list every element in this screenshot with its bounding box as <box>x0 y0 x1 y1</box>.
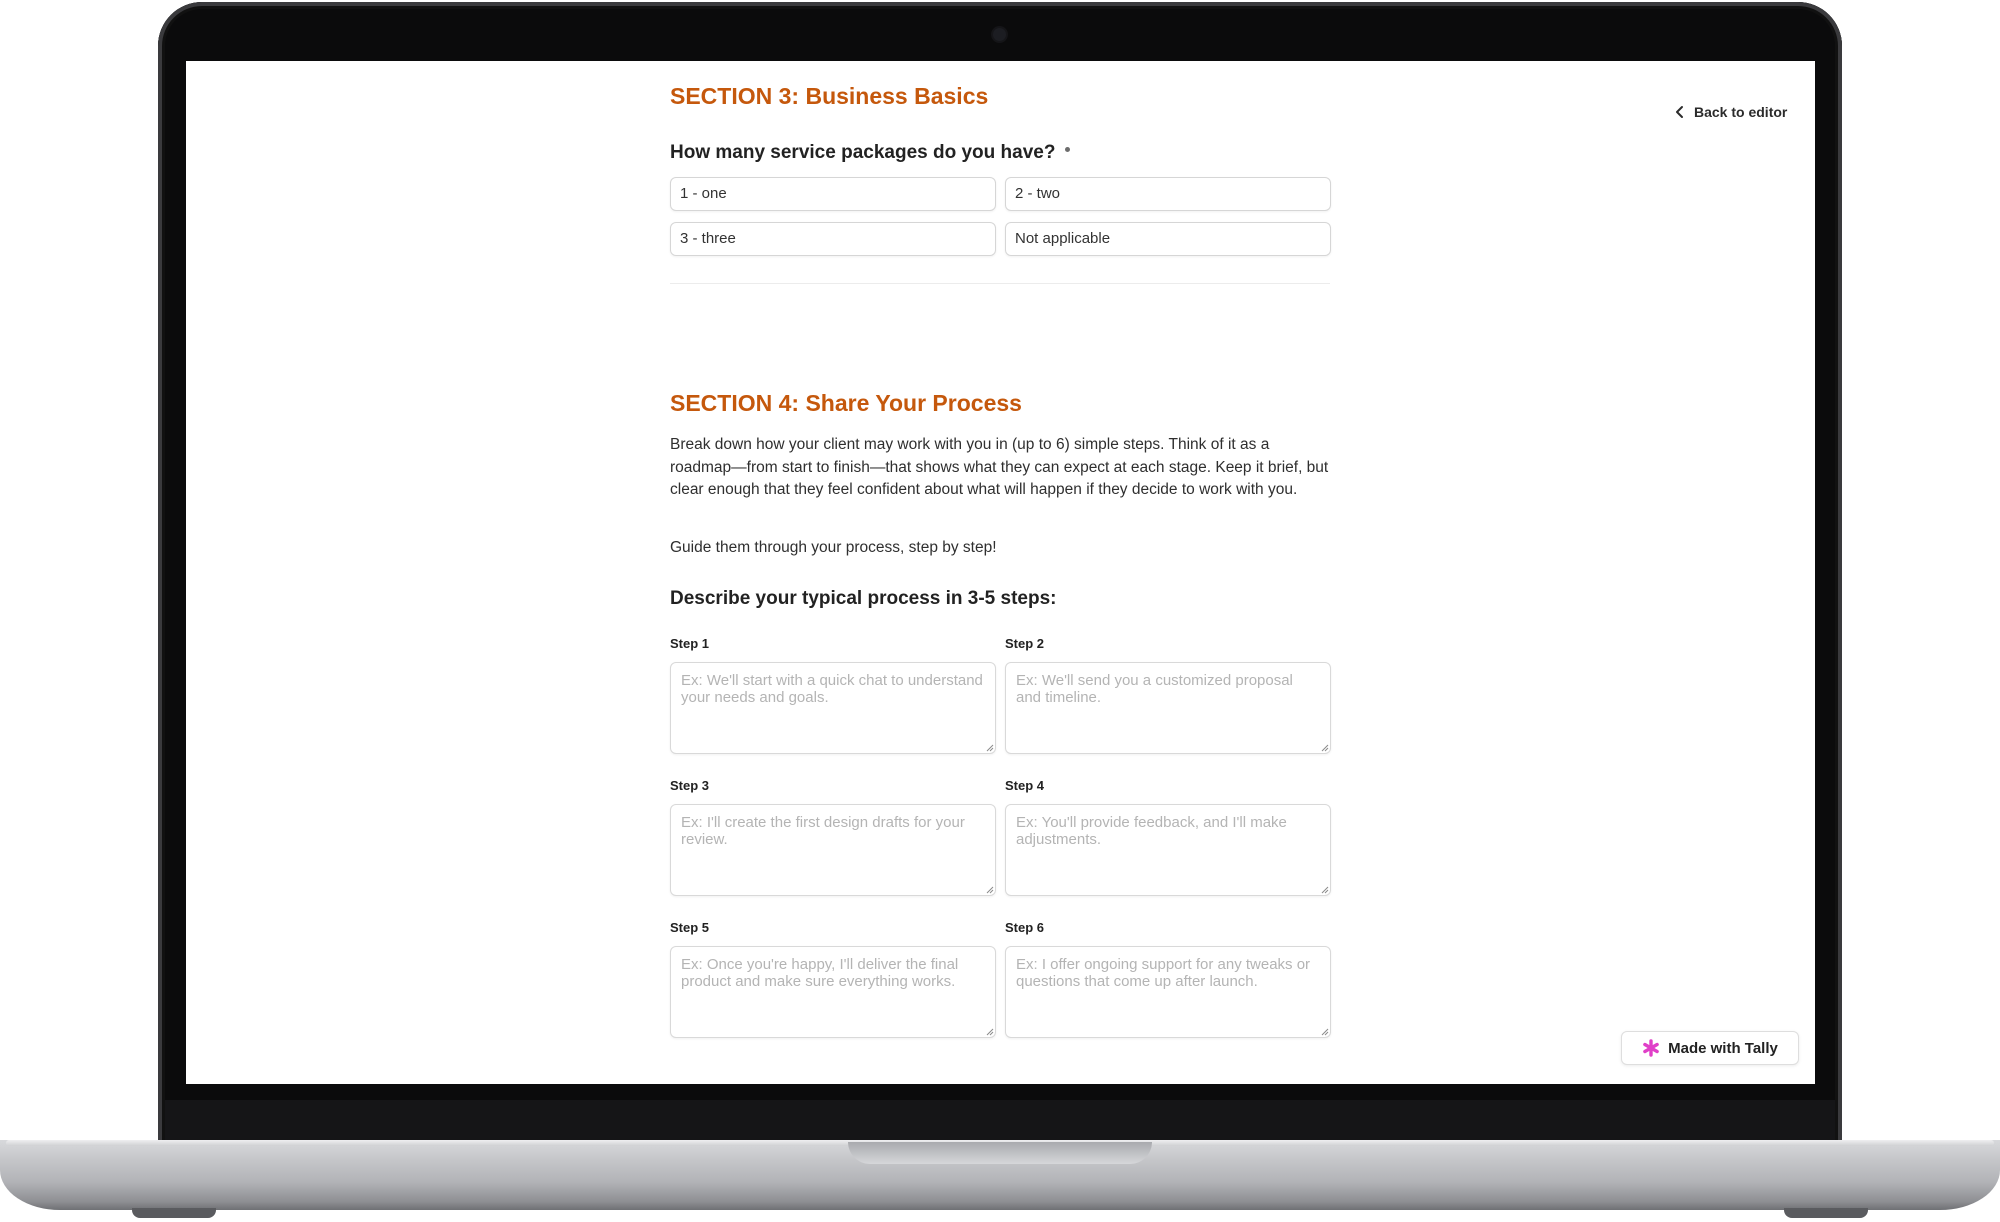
back-to-editor-link[interactable] <box>1674 104 1787 120</box>
section-3-title: SECTION 3: Business Basics <box>670 83 989 109</box>
laptop-foot-right <box>1784 1208 1868 1218</box>
made-with-tally-badge[interactable] <box>1621 1031 1799 1065</box>
back-to-editor-label: Back to editor <box>1694 104 1788 120</box>
required-indicator-icon <box>1065 147 1070 152</box>
packages-question-text: How many service packages do you have? <box>670 142 1056 163</box>
made-with-tally-label: Made with Tally <box>1668 1039 1778 1057</box>
tally-asterisk-icon <box>1642 1039 1660 1057</box>
step-3-input[interactable] <box>670 804 996 896</box>
laptop-chin <box>165 1100 1835 1142</box>
packages-question <box>670 142 1070 164</box>
step-2-input[interactable] <box>1005 662 1331 754</box>
chevron-left-icon <box>1674 105 1686 119</box>
step-3-label: Step 3 <box>670 778 710 793</box>
laptop-foot-left <box>132 1208 216 1218</box>
option-not-applicable[interactable]: Not applicable <box>1005 222 1331 256</box>
step-6-label: Step 6 <box>1005 920 1045 935</box>
step-4-label: Step 4 <box>1005 778 1045 793</box>
option-3-three[interactable]: 3 - three <box>670 222 996 256</box>
camera-icon <box>993 28 1006 41</box>
laptop-opening-notch <box>848 1142 1152 1164</box>
step-5-input[interactable] <box>670 946 996 1038</box>
section-4-guide-text: Guide them through your process, step by step! <box>670 539 997 556</box>
process-question: Describe your typical process in 3-5 steps: <box>670 588 1057 609</box>
option-2-two[interactable]: 2 - two <box>1005 177 1331 211</box>
step-4-input[interactable] <box>1005 804 1331 896</box>
step-5-label: Step 5 <box>670 920 710 935</box>
section-4-description: Break down how your client may work with you in (up to 6) simple steps. Think of it as a roadmap—from start to finish—that shows what they can expect at each stage. Keep it brief, but clear enough that they feel confident about what will happen if they decide to work with you. <box>670 436 1329 498</box>
step-1-input[interactable] <box>670 662 996 754</box>
option-1-one[interactable]: 1 - one <box>670 177 996 211</box>
section-divider <box>670 283 1330 284</box>
step-6-input[interactable] <box>1005 946 1331 1038</box>
step-2-label: Step 2 <box>1005 636 1045 651</box>
laptop-screen <box>186 61 1815 1084</box>
step-1-label: Step 1 <box>670 636 710 651</box>
section-4-title: SECTION 4: Share Your Process <box>670 390 1022 416</box>
